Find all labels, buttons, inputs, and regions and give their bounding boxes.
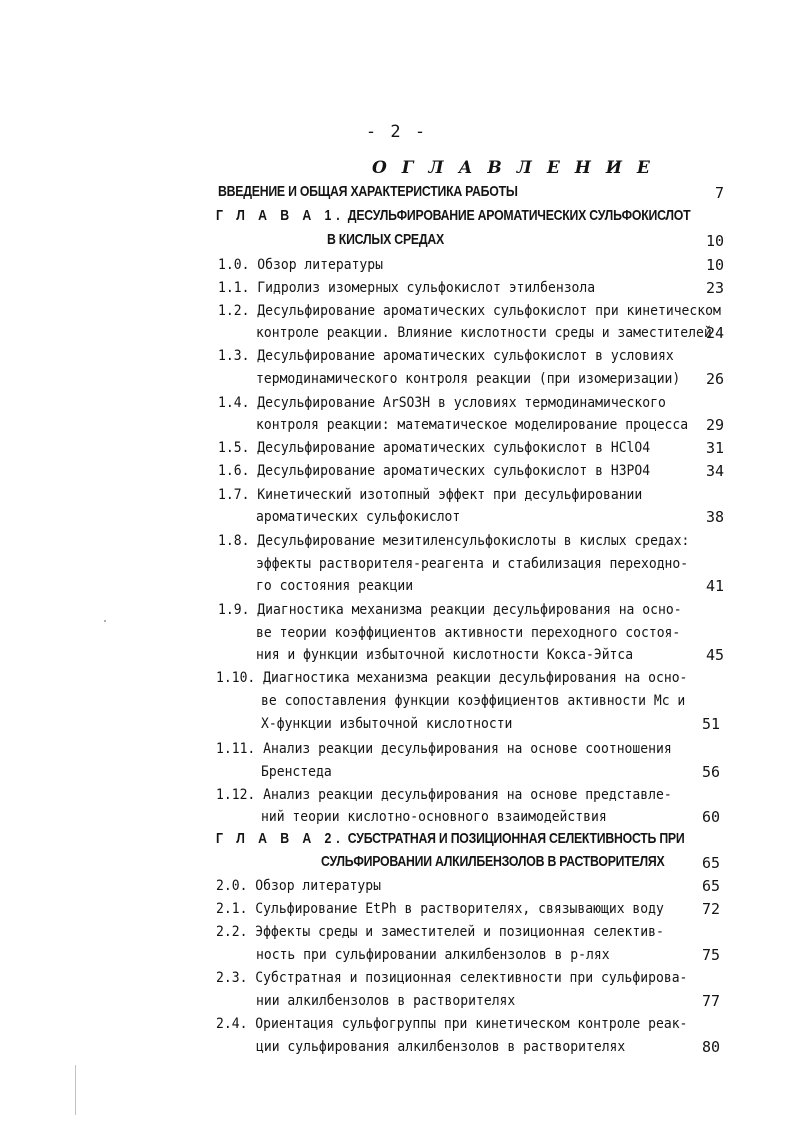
toc-entry-continued: контроля реакции: математическое моделирование процесса [256, 417, 689, 433]
toc-entry-continued: ность при сульфировании алкилбензолов в р-лях [256, 947, 610, 963]
toc-entry: 1.9. Диагностика механизма реакции десульфирования на осно- [218, 602, 682, 618]
toc-page-number: 56 [701, 763, 720, 781]
toc-entry-introduction: ВВЕДЕНИЕ И ОБЩАЯ ХАРАКТЕРИСТИКА РАБОТЫ [218, 183, 518, 200]
toc-entry: 2.1. Сульфирование EtPh в растворителях, связывающих воду [216, 901, 664, 917]
toc-page-number: 72 [701, 900, 720, 918]
toc-page-number: 60 [701, 808, 720, 826]
chapter-prefix: Г Л А В А 1. [216, 207, 345, 224]
toc-entry: 1.5. Десульфирование ароматических сульфокислот в HClO4 [218, 440, 651, 456]
toc-entry: 2.4. Ориентация сульфогруппы при кинетическом контроле реак- [216, 1016, 688, 1032]
chapter-prefix: Г Л А В А 2. [216, 830, 345, 847]
scan-artifact [75, 1065, 76, 1115]
toc-page-number: 31 [705, 439, 724, 457]
toc-chapter-heading: В КИСЛЫХ СРЕДАХ [327, 231, 444, 248]
toc-entry: 1.0. Обзор литературы [218, 257, 383, 273]
toc-entry-continued: X-функции избыточной кислотности [261, 716, 513, 732]
scan-artifact [104, 620, 106, 622]
toc-page-number: 77 [701, 992, 720, 1010]
toc-entry: 2.0. Обзор литературы [216, 878, 381, 894]
toc-page-number: 80 [701, 1038, 720, 1056]
toc-page-number: 26 [705, 370, 724, 388]
toc-entry: 1.1. Гидролиз изомерных сульфокислот этилбензола [218, 280, 596, 296]
toc-page-number: 34 [705, 462, 724, 480]
page-title: ОГЛАВЛЕНИЕ [372, 158, 665, 178]
toc-entry: 1.8. Десульфирование мезитиленсульфокислоты в кислых средах: [218, 533, 690, 549]
toc-entry-continued: ароматических сульфокислот [256, 509, 461, 525]
toc-entry-continued: эффекты растворителя-реагента и стабилизация переходно- [256, 556, 689, 572]
toc-chapter-heading: СУЛЬФИРОВАНИИ АЛКИЛБЕНЗОЛОВ В РАСТВОРИТЕЛЯХ [321, 853, 665, 870]
toc-page-number: 29 [705, 416, 724, 434]
toc-entry: 1.2. Десульфирование ароматических сульфокислот при кинетическом [218, 303, 721, 319]
chapter-title: ДЕСУЛЬФИРОВАНИЕ АРОМАТИЧЕСКИХ СУЛЬФОКИСЛОТ [344, 207, 691, 224]
toc-entry-continued: ве теории коэффициентов активности переходного состоя- [256, 625, 681, 641]
toc-entry: 1.3. Десульфирование ароматических сульфокислот в условиях [218, 348, 674, 364]
page-number: - 2 - [365, 122, 428, 142]
toc-entry: 1.6. Десульфирование ароматических сульфокислот в H3PO4 [218, 463, 651, 479]
toc-page-number: 7 [714, 184, 724, 202]
toc-page-number: 10 [705, 232, 724, 250]
toc-page-number: 75 [701, 946, 720, 964]
toc-entry-continued: ний теории кислотно-основного взаимодействия [261, 809, 607, 825]
toc-entry-continued: ции сульфирования алкилбензолов в растворителях [256, 1039, 626, 1055]
toc-page-number: 41 [705, 577, 724, 595]
toc-entry: 1.11. Анализ реакции десульфирования на основе соотношения [216, 741, 672, 757]
toc-entry-continued: нии алкилбензолов в растворителях [256, 993, 516, 1009]
toc-page-number: 45 [705, 646, 724, 664]
toc-entry: 1.7. Кинетический изотопный эффект при десульфировании [218, 487, 643, 503]
toc-entry: 2.3. Субстратная и позиционная селективности при сульфирова- [216, 970, 688, 986]
toc-entry: 1.12. Анализ реакции десульфирования на основе представле- [216, 787, 672, 803]
toc-entry: 1.4. Десульфирование ArSO3H в условиях термодинамического [218, 395, 666, 411]
chapter-title: СУБСТРАТНАЯ И ПОЗИЦИОННАЯ СЕЛЕКТИВНОСТЬ ПРИ [344, 830, 685, 847]
toc-page-number: 10 [705, 256, 724, 274]
toc-page-number: 38 [705, 508, 724, 526]
toc-entry-continued: го состояния реакции [256, 578, 414, 594]
toc-page-number: 65 [701, 854, 720, 872]
toc-entry-continued: ве сопоставления функции коэффициентов активности Mc и [261, 693, 686, 709]
toc-entry-continued: ния и функции избыточной кислотности Кокса-Эйтса [256, 647, 634, 663]
toc-page-number: 24 [705, 324, 724, 342]
toc-page-number: 23 [705, 279, 724, 297]
toc-page-number: 65 [701, 877, 720, 895]
toc-chapter-heading [216, 206, 690, 226]
toc-entry-continued: термодинамического контроля реакции (при изомеризации) [256, 371, 681, 387]
toc-entry: 1.10. Диагностика механизма реакции десульфирования на осно- [216, 670, 688, 686]
toc-page-number: 51 [701, 715, 720, 733]
toc-chapter-heading [216, 829, 684, 849]
toc-entry-continued: Бренстеда [261, 764, 332, 780]
toc-entry: 2.2. Эффекты среды и заместителей и позиционная селектив- [216, 924, 664, 940]
toc-entry-continued: контроле реакции. Влияние кислотности среды и заместителей [256, 325, 712, 341]
